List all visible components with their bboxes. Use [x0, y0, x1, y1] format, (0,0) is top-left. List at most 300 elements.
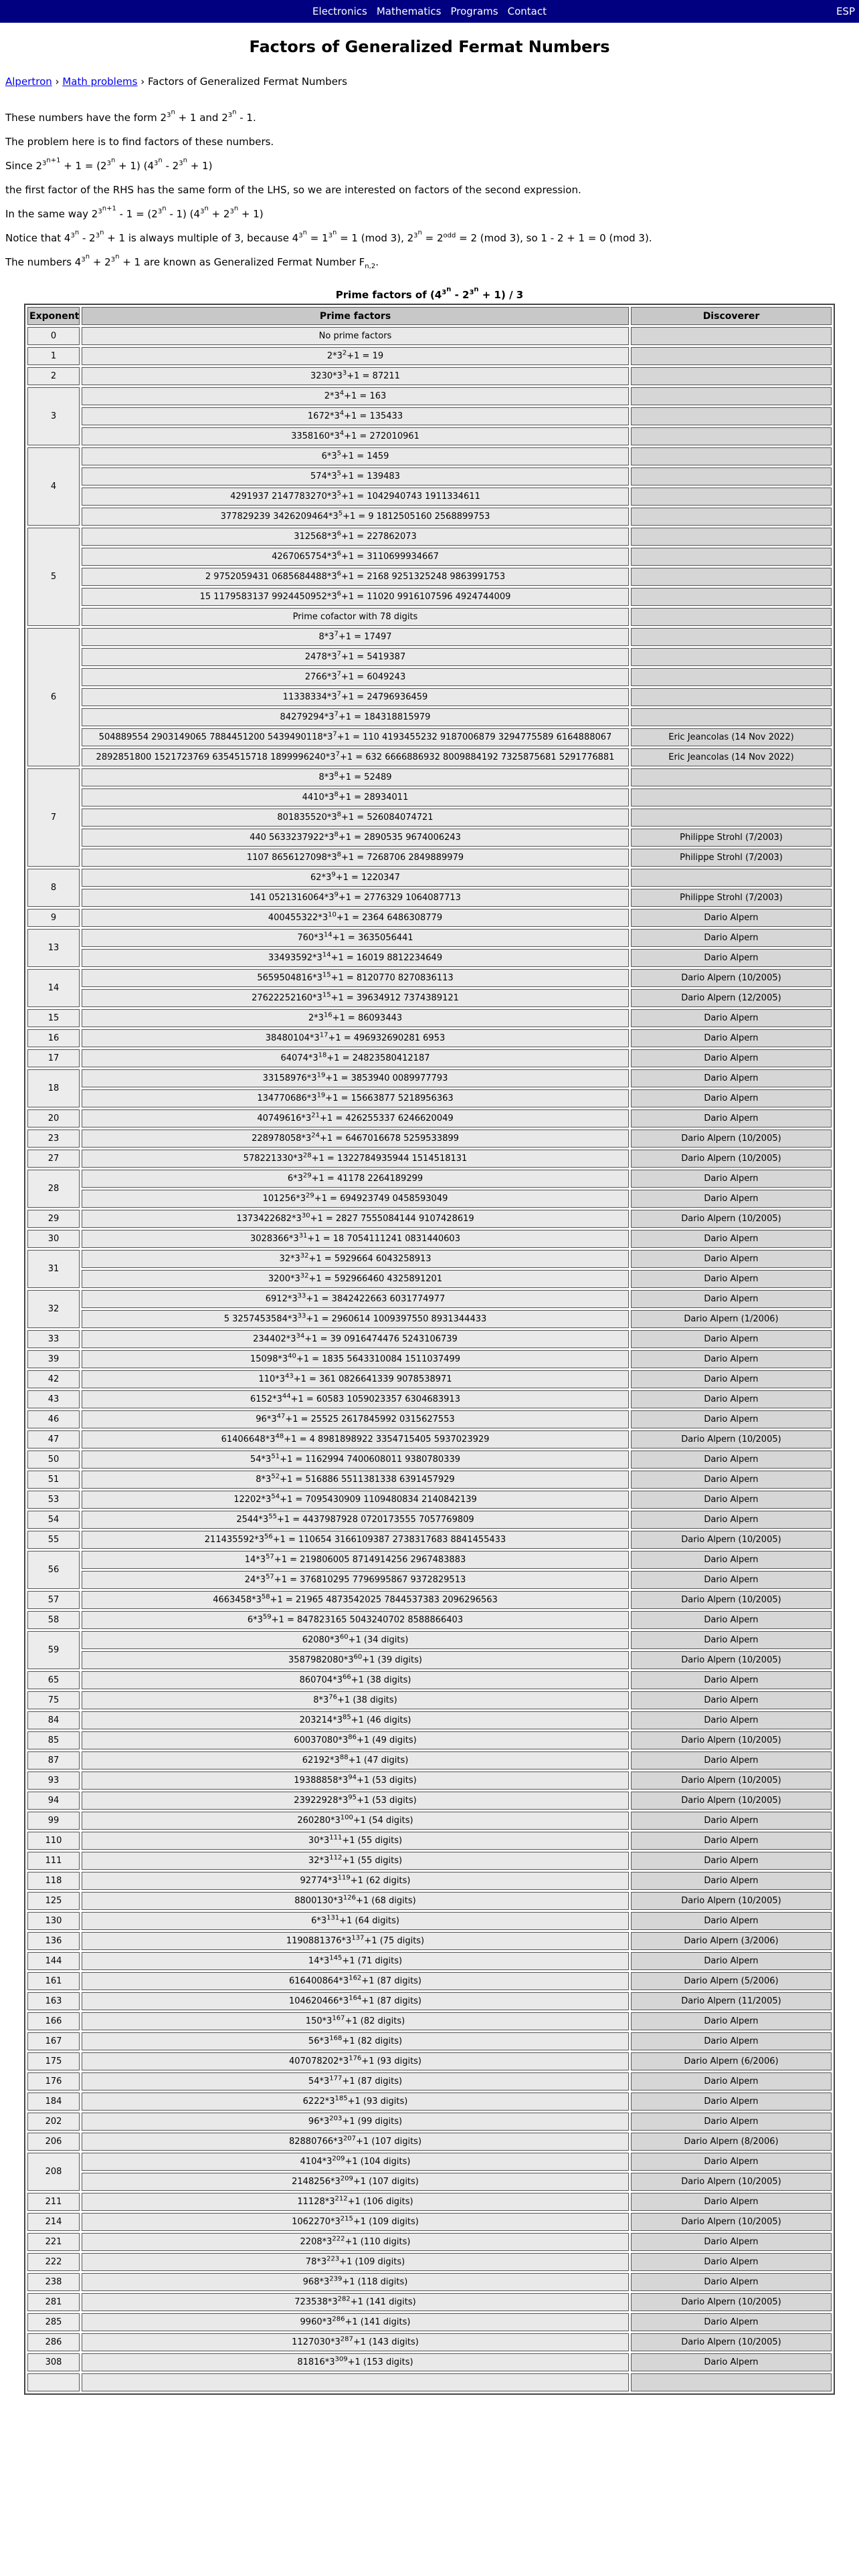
table-row: [27, 1130, 832, 1148]
intro-identity: Since $2^{3^{n+1}} + 1 = (2^{3^n} + 1)$ $(4^{3^n} - 2^{3^n} + 1)$: [5, 156, 213, 172]
prime-factor-cell: $6*3^{131}+1$ (64 digits): [82, 1912, 629, 1930]
nav-programs[interactable]: Programs: [450, 5, 498, 17]
prime-factor-cell: $211435592*3^{56}+1 = 110654$ 3166109387 2738317683 8841455433: [82, 1531, 629, 1549]
table-row: [27, 2273, 832, 2291]
discoverer-cell: Dario Alpern: [631, 1912, 832, 1930]
table-row: [27, 1591, 832, 1609]
prime-factor-cell: No prime factors: [82, 327, 629, 345]
header-prime-factors: Prime factors: [82, 307, 629, 325]
discoverer-cell: Dario Alpern: [631, 2032, 832, 2050]
exponent-cell: 285: [27, 2313, 80, 2331]
discoverer-cell: [631, 708, 832, 726]
table-row: [27, 1772, 832, 1790]
table-row: [27, 1852, 832, 1870]
exponent-cell: 136: [27, 1932, 80, 1950]
prime-factor-cell: 2892851800 1521723769 6354515718 $1899996240*3^7+1 = 632$ 6666886932 8009884192 7325875681 5291776881: [82, 748, 629, 766]
exponent-cell: 281: [27, 2293, 80, 2311]
discoverer-cell: Dario Alpern (10/2005): [631, 1792, 832, 1810]
discoverer-cell: [631, 327, 832, 345]
exponent-cell: 163: [27, 1992, 80, 2010]
exponent-cell: 9: [27, 909, 80, 927]
discoverer-cell: [631, 788, 832, 807]
language-switch[interactable]: ESP: [836, 5, 855, 17]
discoverer-cell: Dario Alpern: [631, 1491, 832, 1509]
table-row: [27, 1731, 832, 1749]
discoverer-cell: Dario Alpern: [631, 1290, 832, 1308]
prime-factor-cell: $24*3^{57}+1 = 376810295$ 7796995867 9372829513: [82, 1571, 629, 1589]
exponent-cell: 27: [27, 1150, 80, 1168]
discoverer-cell: Dario Alpern (10/2005): [631, 1150, 832, 1168]
discoverer-cell: Dario Alpern: [631, 1611, 832, 1629]
table-row: [27, 1430, 832, 1448]
discoverer-cell: [631, 407, 832, 425]
prime-factor-cell: $54*3^{177}+1$ (87 digits): [82, 2072, 629, 2090]
prime-factor-cell: 377829239 $3426209464*3^5+1 = 9$ 1812505160 2568899753: [82, 508, 629, 526]
breadcrumb-sep: ›: [140, 76, 145, 88]
discoverer-cell: Dario Alpern: [631, 1109, 832, 1128]
exponent-cell: 4: [27, 447, 80, 526]
exponent-cell: 85: [27, 1731, 80, 1749]
table-row: [27, 1912, 832, 1930]
table-row: [27, 1491, 832, 1509]
discoverer-cell: Dario Alpern: [631, 2072, 832, 2090]
prime-factor-cell: $2*3^{16}+1 = 86093443$: [82, 1009, 629, 1027]
prime-factor-cell: $574*3^5+1 = 139483$: [82, 467, 629, 486]
table-row: [27, 1270, 832, 1288]
table-row: [27, 2373, 832, 2391]
table-row: [27, 407, 832, 425]
table-row: [27, 1651, 832, 1669]
exponent-cell: 16: [27, 1029, 80, 1047]
table-row: [27, 1370, 832, 1388]
intro-form: These numbers have the form $2^{3^n} + 1$ and $2^{3^n} - 1$.: [5, 108, 256, 124]
top-nav-bar: [0, 0, 859, 23]
exponent-cell: 286: [27, 2333, 80, 2351]
discoverer-cell: Dario Alpern (1/2006): [631, 1310, 832, 1328]
discoverer-cell: Dario Alpern (10/2005): [631, 969, 832, 987]
table-row: [27, 2193, 832, 2211]
exponent-cell: 13: [27, 929, 80, 967]
table-row: [27, 2313, 832, 2331]
table-row: [27, 1049, 832, 1067]
nav-contact[interactable]: Contact: [507, 5, 547, 17]
prime-factor-cell: $96*3^{203}+1$ (99 digits): [82, 2113, 629, 2131]
table-row: [27, 949, 832, 967]
exponent-cell: 31: [27, 1250, 80, 1288]
table-row: [27, 1069, 832, 1087]
exponent-cell: 17: [27, 1049, 80, 1067]
discoverer-cell: Dario Alpern: [631, 2193, 832, 2211]
discoverer-cell: Dario Alpern (10/2005): [631, 1130, 832, 1148]
prime-factor-cell: $62*3^9+1 = 1220347$: [82, 869, 629, 887]
exponent-cell: 23: [27, 1130, 80, 1148]
prime-factor-cell: $3358160*3^4+1 = 272010961$: [82, 427, 629, 445]
discoverer-cell: Dario Alpern: [631, 1471, 832, 1489]
exponent-cell: 184: [27, 2092, 80, 2111]
table-row: [27, 2353, 832, 2371]
discoverer-cell: [631, 548, 832, 566]
prime-factor-cell: $2544*3^{55}+1 = 4437987928$ 0720173555 7057769809: [82, 1511, 629, 1529]
exponent-cell: 166: [27, 2012, 80, 2030]
discoverer-cell: Dario Alpern: [631, 1671, 832, 1689]
exponent-cell: 28: [27, 1170, 80, 1208]
exponent-cell: 110: [27, 1832, 80, 1850]
table-row: [27, 1230, 832, 1248]
discoverer-cell: Philippe Strohl (7/2003): [631, 889, 832, 907]
prime-factor-cell: $3028366*3^{31}+1 = 18$ 7054111241 0831440603: [82, 1230, 629, 1248]
table-row: [27, 1150, 832, 1168]
nav-mathematics[interactable]: Mathematics: [376, 5, 442, 17]
prime-factor-cell: $9960*3^{286}+1$ (141 digits): [82, 2313, 629, 2331]
table-row: [27, 1250, 832, 1268]
table-row: [27, 728, 832, 746]
header-discoverer: Discoverer: [631, 307, 832, 325]
prime-factor-cell: $14*3^{145}+1$ (71 digits): [82, 1952, 629, 1970]
prime-factor-cell: $4663458*3^{58}+1 = 21965$ 4873542025 7844537383 2096296563: [82, 1591, 629, 1609]
discoverer-cell: [631, 367, 832, 385]
table-row: [27, 1290, 832, 1308]
prime-factor-cell: 141 $0521316064*3^9+1 = 2776329$ 1064087713: [82, 889, 629, 907]
intro-identity-minus: In the same way $2^{3^{n+1}} - 1 = (2^{3^n} - 1) (4^{3^n} + 2^{3^n} + 1)$: [5, 205, 264, 220]
discoverer-cell: Dario Alpern: [631, 2153, 832, 2171]
prime-factor-cell: $96*3^{47}+1 = 25525$ 2617845992 0315627553: [82, 1410, 629, 1428]
discoverer-cell: Dario Alpern: [631, 2353, 832, 2371]
exponent-cell: 176: [27, 2072, 80, 2090]
table-row: [27, 829, 832, 847]
prime-factor-cell: 4291937 $2147783270*3^5+1 = 1042940743$ 1911334611: [82, 488, 629, 506]
exponent-cell: 211: [27, 2193, 80, 2211]
prime-factor-cell: $203214*3^{85}+1$ (46 digits): [82, 1711, 629, 1729]
prime-factor-cell: $407078202*3^{176}+1$ (93 digits): [82, 2052, 629, 2070]
table-row: [27, 1029, 832, 1047]
table-row: [27, 869, 832, 887]
exponent-cell: 87: [27, 1751, 80, 1769]
table-row: [27, 788, 832, 807]
discoverer-cell: Dario Alpern: [631, 1230, 832, 1248]
table-row: [27, 387, 832, 405]
prime-factor-cell: 440 $5633237922*3^8+1 = 2890535$ 9674006243: [82, 829, 629, 847]
exponent-cell: 5: [27, 528, 80, 626]
exponent-cell: 2: [27, 367, 80, 385]
prime-factor-cell: $8800130*3^{126}+1$ (68 digits): [82, 1892, 629, 1910]
table-row: [27, 1310, 832, 1328]
table-row: [27, 447, 832, 465]
table-row: [27, 648, 832, 666]
exponent-cell: 46: [27, 1410, 80, 1428]
prime-factor-cell: $104620466*3^{164}+1$ (87 digits): [82, 1992, 629, 2010]
prime-factor-cell: $150*3^{167}+1$ (82 digits): [82, 2012, 629, 2030]
table-row: [27, 1531, 832, 1549]
discoverer-cell: Dario Alpern: [631, 1551, 832, 1569]
prime-factor-cell: 15 1179583137 $9924450952*3^6+1 = 11020$ 9916107596 4924744009: [82, 588, 629, 606]
table-row: [27, 1451, 832, 1469]
discoverer-cell: Dario Alpern: [631, 1832, 832, 1850]
exponent-cell: 125: [27, 1892, 80, 1910]
table-row: [27, 2092, 832, 2111]
prime-factor-cell: $6152*3^{44}+1 = 60583$ 1059023357 6304683913: [82, 1390, 629, 1408]
discoverer-cell: [631, 668, 832, 686]
table-row: [27, 989, 832, 1007]
prime-factor-cell: $400455322*3^{10}+1 = 2364$ 6486308779: [82, 909, 629, 927]
table-row: [27, 809, 832, 827]
discoverer-cell: Philippe Strohl (7/2003): [631, 829, 832, 847]
discoverer-cell: Dario Alpern (10/2005): [631, 1892, 832, 1910]
prime-factor-cell: 2 9752059431 $0685684488*3^6+1 = 2168$ 9251325248 9863991753: [82, 568, 629, 586]
prime-factor-cell: $2478*3^7+1 = 5419387$: [82, 648, 629, 666]
intro-mod3: Notice that $4^{3^n} - 2^{3^n} + 1$ is always multiple of 3, because $4^{3^n} = 1^{3^n} = 1$ (mod 3), $2^{3^n} = 2^{odd} = 2$ (mod 3), so 1 - 2 + 1 = 0 (mod 3).: [5, 229, 652, 244]
intro-problem: The problem here is to find factors of these numbers.: [5, 136, 274, 148]
discoverer-cell: [631, 447, 832, 465]
exponent-cell: 55: [27, 1531, 80, 1549]
table-row: [27, 508, 832, 526]
table-row: [27, 688, 832, 706]
prime-factor-cell: $6222*3^{185}+1$ (93 digits): [82, 2092, 629, 2111]
prime-factor-cell: $2148256*3^{209}+1$ (107 digits): [82, 2173, 629, 2191]
table-row: [27, 347, 832, 365]
prime-factor-cell: [82, 2373, 629, 2391]
prime-factor-cell: $3200*3^{32}+1 = 592966460$ 4325891201: [82, 1270, 629, 1288]
discoverer-cell: Dario Alpern: [631, 1029, 832, 1047]
page-title: Factors of Generalized Fermat Numbers: [249, 37, 610, 56]
prime-factor-cell: $8*3^{76}+1$ (38 digits): [82, 1691, 629, 1709]
prime-factor-cell: $61406648*3^{48}+1 = 4$ 8981898922 3354715405 5937023929: [82, 1430, 629, 1448]
discoverer-cell: [631, 809, 832, 827]
discoverer-cell: Dario Alpern (11/2005): [631, 1992, 832, 2010]
prime-factor-cell: $2208*3^{222}+1$ (110 digits): [82, 2233, 629, 2251]
prime-factor-cell: $92774*3^{119}+1$ (62 digits): [82, 1872, 629, 1890]
prime-factor-cell: $723538*3^{282}+1$ (141 digits): [82, 2293, 629, 2311]
prime-factor-cell: 1107 $8656127098*3^8+1 = 7268706$ 2849889979: [82, 849, 629, 867]
exponent-cell: 0: [27, 327, 80, 345]
discoverer-cell: [631, 427, 832, 445]
prime-factor-cell: $11128*3^{212}+1$ (106 digits): [82, 2193, 629, 2211]
prime-factor-cell: $12202*3^{54}+1 = 7095430909$ 1109480834 2140842139: [82, 1491, 629, 1509]
prime-factor-cell: $15098*3^{40}+1 = 1835$ 5643310084 1511037499: [82, 1350, 629, 1368]
discoverer-cell: Dario Alpern (10/2005): [631, 2213, 832, 2231]
table-row: [27, 889, 832, 907]
discoverer-cell: [631, 2373, 832, 2391]
prime-factor-cell: $1062270*3^{215}+1$ (109 digits): [82, 2213, 629, 2231]
discoverer-cell: Dario Alpern (8/2006): [631, 2133, 832, 2151]
table-row: [27, 768, 832, 786]
prime-factor-cell: $33493592*3^{14}+1 = 16019$ 8812234649: [82, 949, 629, 967]
discoverer-cell: Dario Alpern: [631, 1751, 832, 1769]
exponent-cell: 43: [27, 1390, 80, 1408]
discoverer-cell: Dario Alpern: [631, 1250, 832, 1268]
discoverer-cell: Dario Alpern: [631, 1691, 832, 1709]
discoverer-cell: Dario Alpern: [631, 1170, 832, 1188]
discoverer-cell: Dario Alpern (10/2005): [631, 2293, 832, 2311]
prime-factor-cell: $8*3^8+1 = 52489$: [82, 768, 629, 786]
table-row: [27, 628, 832, 646]
table-row: [27, 1932, 832, 1950]
table-row: [27, 969, 832, 987]
discoverer-cell: Dario Alpern: [631, 2273, 832, 2291]
discoverer-cell: Dario Alpern: [631, 909, 832, 927]
discoverer-cell: [631, 347, 832, 365]
table-row: [27, 1832, 832, 1850]
discoverer-cell: Dario Alpern: [631, 2233, 832, 2251]
prime-factor-cell: $6912*3^{33}+1 = 3842422663$ 6031774977: [82, 1290, 629, 1308]
prime-factor-cell: $4104*3^{209}+1$ (104 digits): [82, 2153, 629, 2171]
prime-factor-cell: $228978058*3^{24}+1 = 6467016678$ 5259533899: [82, 1130, 629, 1148]
table-row: [27, 1089, 832, 1107]
table-row: [27, 2032, 832, 2050]
exponent-cell: 42: [27, 1370, 80, 1388]
discoverer-cell: Dario Alpern: [631, 929, 832, 947]
exponent-cell: [27, 2373, 80, 2391]
table-row: [27, 1571, 832, 1589]
prime-factor-cell: 504889554 2903149065 7884451200 $5439490118*3^7+1 = 110$ 4193455232 9187006879 3294775589 6164888067: [82, 728, 629, 746]
exponent-cell: 6: [27, 628, 80, 766]
exponent-cell: 65: [27, 1671, 80, 1689]
exponent-cell: 15: [27, 1009, 80, 1027]
prime-factor-cell: $110*3^{43}+1 = 361$ 0826641339 9078538971: [82, 1370, 629, 1388]
prime-factor-cell: $62192*3^{88}+1$ (47 digits): [82, 1751, 629, 1769]
prime-factor-cell: $260280*3^{100}+1$ (54 digits): [82, 1812, 629, 1830]
table-header-row: [27, 307, 832, 325]
discoverer-cell: Dario Alpern: [631, 2113, 832, 2131]
exponent-cell: 18: [27, 1069, 80, 1107]
table-row: [27, 2213, 832, 2231]
table-row: [27, 1872, 832, 1890]
prime-factor-cell: $27622252160*3^{15}+1 = 39634912$ 7374389121: [82, 989, 629, 1007]
prime-factor-cell: $78*3^{223}+1$ (109 digits): [82, 2253, 629, 2271]
exponent-cell: 161: [27, 1972, 80, 1990]
prime-factor-cell: $60037080*3^{86}+1$ (49 digits): [82, 1731, 629, 1749]
factors-table-body: [27, 327, 832, 2391]
exponent-cell: 8: [27, 869, 80, 907]
exponent-cell: 111: [27, 1852, 80, 1870]
table-row: [27, 588, 832, 606]
prime-factor-cell: $801835520*3^8+1 = 526084074721$: [82, 809, 629, 827]
prime-factor-cell: $312568*3^6+1 = 227862073$: [82, 528, 629, 546]
table-row: [27, 2153, 832, 2171]
prime-factor-cell: $8*3^7+1 = 17497$: [82, 628, 629, 646]
prime-factor-cell: $6*3^5+1 = 1459$: [82, 447, 629, 465]
table-row: [27, 1511, 832, 1529]
discoverer-cell: Dario Alpern (10/2005): [631, 1531, 832, 1549]
prime-factor-cell: $64074*3^{18}+1 = 24823580412187$: [82, 1049, 629, 1067]
prime-factor-cell: $2*3^2+1 = 19$: [82, 347, 629, 365]
discoverer-cell: Dario Alpern: [631, 1872, 832, 1890]
prime-factor-cell: $82880766*3^{207}+1$ (107 digits): [82, 2133, 629, 2151]
exponent-cell: 58: [27, 1611, 80, 1629]
exponent-cell: 3: [27, 387, 80, 445]
discoverer-cell: Dario Alpern: [631, 1089, 832, 1107]
table-row: [27, 548, 832, 566]
exponent-cell: 75: [27, 1691, 80, 1709]
discoverer-cell: Dario Alpern (5/2006): [631, 1972, 832, 1990]
prime-factor-cell: $14*3^{57}+1 = 219806005$ 8714914256 2967483883: [82, 1551, 629, 1569]
discoverer-cell: Dario Alpern (10/2005): [631, 1731, 832, 1749]
discoverer-cell: [631, 628, 832, 646]
discoverer-cell: Dario Alpern: [631, 1270, 832, 1288]
discoverer-cell: Dario Alpern: [631, 1370, 832, 1388]
prime-factor-cell: $2766*3^7+1 = 6049243$: [82, 668, 629, 686]
breadcrumb-home[interactable]: Alpertron: [5, 76, 52, 88]
discoverer-cell: Dario Alpern: [631, 1009, 832, 1027]
exponent-cell: 59: [27, 1631, 80, 1669]
exponent-cell: 94: [27, 1792, 80, 1810]
table-caption: Prime factors of $(4^{3^n} - 2^{3^n} + 1) / 3$: [335, 286, 524, 301]
discoverer-cell: [631, 608, 832, 626]
discoverer-cell: Dario Alpern: [631, 2253, 832, 2271]
prime-factor-cell: $578221330*3^{28}+1 = 1322784935944$ 1514518131: [82, 1150, 629, 1168]
discoverer-cell: Dario Alpern: [631, 1952, 832, 1970]
exponent-cell: 308: [27, 2353, 80, 2371]
prime-factor-cell: $40749616*3^{21}+1 = 426255337$ 6246620049: [82, 1109, 629, 1128]
discoverer-cell: [631, 387, 832, 405]
table-row: [27, 2052, 832, 2070]
discoverer-cell: Dario Alpern: [631, 1390, 832, 1408]
table-row: [27, 1751, 832, 1769]
table-row: [27, 2113, 832, 2131]
breadcrumb-section[interactable]: Math problems: [62, 76, 138, 88]
prime-factor-cell: $2*3^4+1 = 163$: [82, 387, 629, 405]
table-row: [27, 1972, 832, 1990]
table-row: [27, 568, 832, 586]
table-row: [27, 668, 832, 686]
table-row: [27, 1892, 832, 1910]
nav-electronics[interactable]: Electronics: [312, 5, 367, 17]
intro-gfn: The numbers $4^{3^n} + 2^{3^n} + 1$ are known as Generalized Fermat Number $F_{n,2}$.: [5, 253, 379, 270]
factors-table: [24, 304, 835, 2395]
discoverer-cell: Dario Alpern: [631, 1711, 832, 1729]
discoverer-cell: Philippe Strohl (7/2003): [631, 849, 832, 867]
prime-factor-cell: $33158976*3^{19}+1 = 3853940$ 0089977793: [82, 1069, 629, 1087]
discoverer-cell: Dario Alpern (6/2006): [631, 2052, 832, 2070]
discoverer-cell: Dario Alpern: [631, 1511, 832, 1529]
exponent-cell: 20: [27, 1109, 80, 1128]
exponent-cell: 7: [27, 768, 80, 867]
prime-factor-cell: $5659504816*3^{15}+1 = 8120770$ 8270836113: [82, 969, 629, 987]
exponent-cell: 33: [27, 1330, 80, 1348]
prime-factor-cell: $1190881376*3^{137}+1$ (75 digits): [82, 1932, 629, 1950]
table-row: [27, 1952, 832, 1970]
discoverer-cell: [631, 568, 832, 586]
prime-factor-cell: 5 $3257453584*3^{33}+1 = 2960614$ 1009397550 8931344433: [82, 1310, 629, 1328]
discoverer-cell: Dario Alpern (10/2005): [631, 2333, 832, 2351]
prime-factor-cell: $11338334*3^7+1 = 24796936459$: [82, 688, 629, 706]
table-row: [27, 1711, 832, 1729]
exponent-cell: 238: [27, 2273, 80, 2291]
discoverer-cell: [631, 528, 832, 546]
prime-factor-cell: $1672*3^4+1 = 135433$: [82, 407, 629, 425]
discoverer-cell: Dario Alpern: [631, 1410, 832, 1428]
prime-factor-cell: $54*3^{51}+1 = 1162994$ 7400608011 9380780339: [82, 1451, 629, 1469]
exponent-cell: 39: [27, 1350, 80, 1368]
table-row: [27, 1792, 832, 1810]
exponent-cell: 56: [27, 1551, 80, 1589]
exponent-cell: 214: [27, 2213, 80, 2231]
exponent-cell: 53: [27, 1491, 80, 1509]
prime-factor-cell: $4267065754*3^6+1 = 3110699934667$: [82, 548, 629, 566]
table-row: [27, 1551, 832, 1569]
table-row: [27, 1350, 832, 1368]
exponent-cell: 54: [27, 1511, 80, 1529]
prime-factor-cell: $32*3^{112}+1$ (55 digits): [82, 1852, 629, 1870]
discoverer-cell: Dario Alpern (12/2005): [631, 989, 832, 1007]
table-row: [27, 2233, 832, 2251]
exponent-cell: 47: [27, 1430, 80, 1448]
table-row: [27, 1671, 832, 1689]
table-row: [27, 2173, 832, 2191]
discoverer-cell: Dario Alpern: [631, 949, 832, 967]
table-row: [27, 2072, 832, 2090]
table-row: [27, 1992, 832, 2010]
discoverer-cell: [631, 869, 832, 887]
